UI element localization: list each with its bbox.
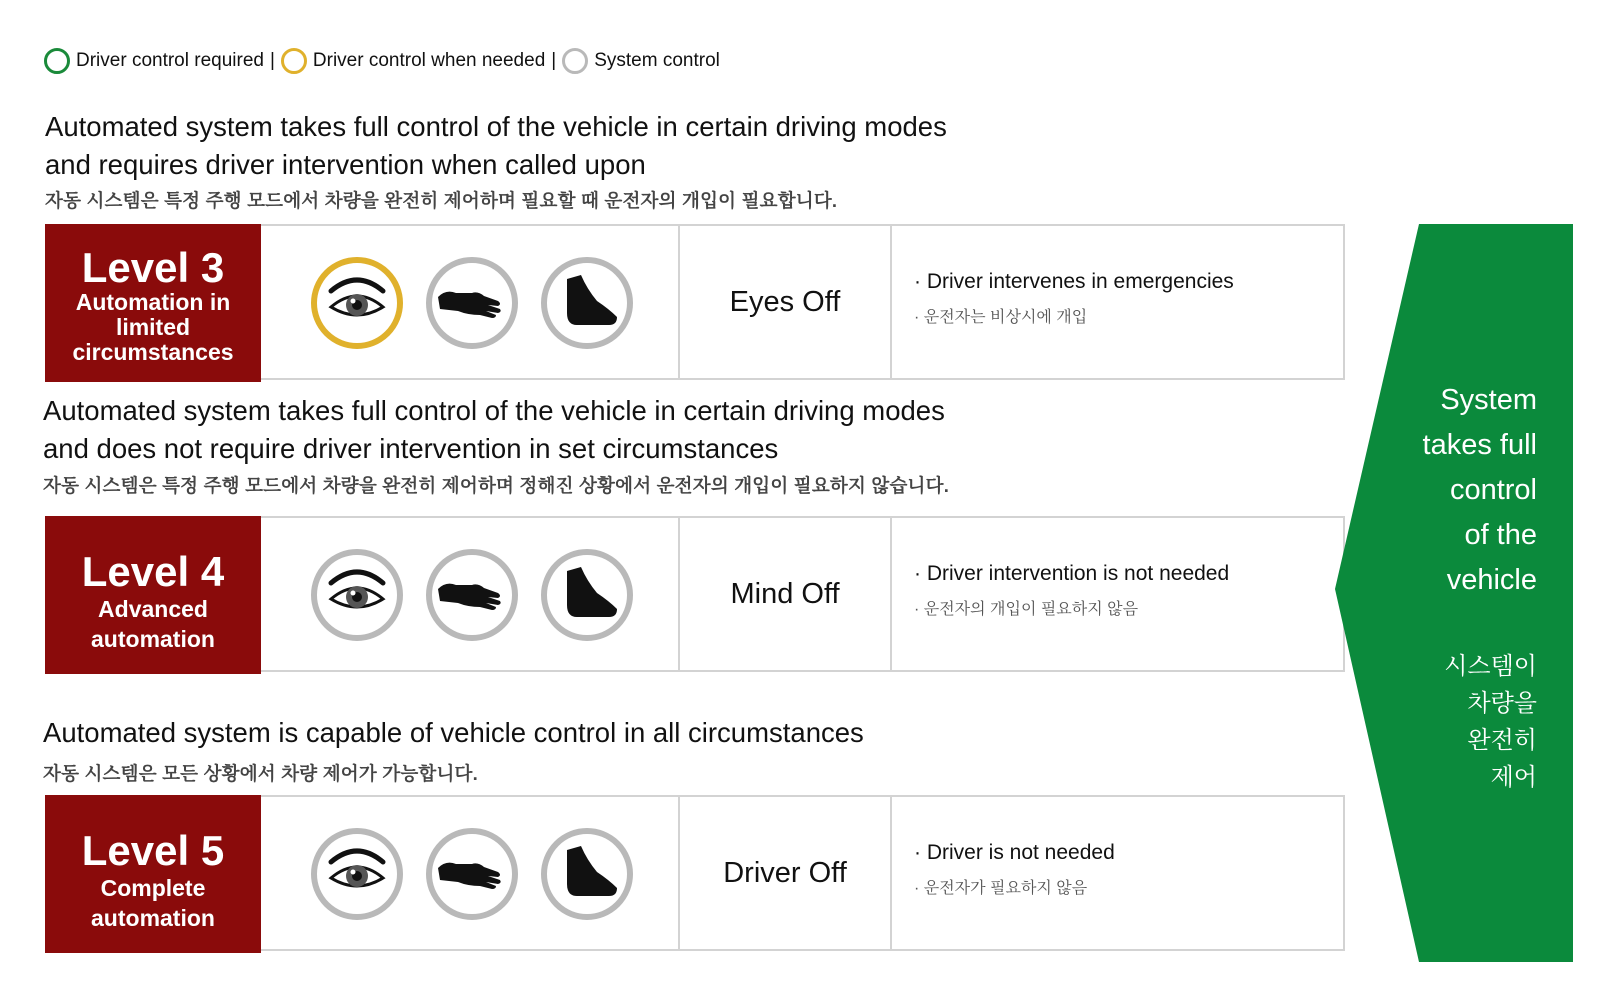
level-title: Level 4 bbox=[81, 548, 225, 595]
level5-row bbox=[45, 795, 1345, 951]
legend-label: Driver control required bbox=[76, 50, 264, 71]
mode-label: Driver Off bbox=[723, 856, 847, 889]
bullet-ko: · 운전자가 필요하지 않음 bbox=[914, 880, 1088, 897]
level-desc-line: Complete bbox=[100, 875, 206, 901]
bullet-en: · Driver intervention is not needed bbox=[914, 562, 1230, 585]
system-control-panel bbox=[1335, 224, 1573, 962]
mode-label: Eyes Off bbox=[729, 285, 841, 318]
level5-description bbox=[892, 797, 1292, 949]
level4-badge bbox=[45, 516, 261, 674]
hand-icon bbox=[426, 828, 518, 920]
bullet-en: · Driver is not needed bbox=[914, 841, 1115, 864]
level-desc-line: limited bbox=[115, 314, 191, 340]
side-text-ko bbox=[1357, 648, 1537, 796]
legend-gray-ring-icon bbox=[562, 48, 588, 74]
control-icons bbox=[261, 797, 697, 949]
eye-icon bbox=[311, 257, 403, 349]
side-ko-line: 제어 bbox=[1490, 764, 1537, 791]
level3-heading-line1: Automated system takes full control of the vehicle in certain driving modes bbox=[45, 111, 947, 142]
side-ko-line: 차량을 bbox=[1467, 690, 1537, 717]
bullet-ko: · 운전자는 비상시에 개입 bbox=[914, 309, 1088, 326]
level-desc-line: circumstances bbox=[72, 339, 234, 365]
side-en-line: System bbox=[1440, 384, 1537, 416]
legend-green-ring-icon bbox=[44, 48, 70, 74]
legend-label: Driver control when needed bbox=[312, 50, 546, 71]
side-ko-line: 완전히 bbox=[1467, 727, 1537, 754]
eye-icon bbox=[311, 828, 403, 920]
side-text-en bbox=[1357, 378, 1537, 603]
legend-yellow-ring-icon bbox=[281, 48, 307, 74]
bullet-en: · Driver intervenes in emergencies bbox=[914, 270, 1234, 293]
level3-badge bbox=[45, 224, 261, 382]
level5-heading-line1: Automated system is capable of vehicle control in all circumstances bbox=[43, 717, 864, 748]
side-en-line: vehicle bbox=[1446, 564, 1537, 596]
level3-description bbox=[892, 226, 1292, 378]
level5-heading-ko: 자동 시스템은 모든 상황에서 차량 제어가 가능합니다. bbox=[43, 763, 478, 784]
level5-badge bbox=[45, 795, 261, 953]
side-ko-line: 시스템이 bbox=[1444, 653, 1537, 680]
level4-row bbox=[45, 516, 1345, 672]
level5-heading bbox=[43, 714, 864, 752]
level-desc-line: Advanced bbox=[98, 596, 208, 622]
side-en-line: control bbox=[1449, 474, 1537, 506]
level3-heading bbox=[45, 108, 947, 184]
level-desc-line: automation bbox=[91, 905, 215, 931]
hand-icon bbox=[426, 549, 518, 641]
side-en-line: of the bbox=[1464, 519, 1537, 551]
legend-separator: | bbox=[551, 50, 557, 71]
legend-item-driver-when-needed bbox=[281, 48, 562, 74]
bullet-ko: · 운전자의 개입이 필요하지 않음 bbox=[914, 601, 1139, 618]
foot-icon bbox=[541, 828, 633, 920]
level-desc-line: Automation in bbox=[75, 289, 231, 315]
legend bbox=[44, 44, 720, 78]
legend-separator: | bbox=[269, 50, 275, 71]
level3-row bbox=[45, 224, 1345, 380]
control-icons bbox=[261, 226, 697, 378]
hand-icon bbox=[426, 257, 518, 349]
level-title: Level 3 bbox=[81, 244, 225, 291]
level-desc-line: automation bbox=[91, 626, 215, 652]
foot-icon bbox=[541, 549, 633, 641]
mode-label: Mind Off bbox=[730, 577, 840, 610]
legend-item-driver-required bbox=[44, 48, 281, 74]
eye-icon bbox=[311, 549, 403, 641]
level-title: Level 5 bbox=[81, 827, 225, 874]
level4-heading bbox=[43, 392, 945, 468]
level4-heading-line1: Automated system takes full control of the vehicle in certain driving modes bbox=[43, 395, 945, 426]
level4-description bbox=[892, 518, 1292, 670]
foot-icon bbox=[541, 257, 633, 349]
legend-item-system-control bbox=[562, 48, 720, 74]
legend-label: System control bbox=[594, 50, 720, 71]
level4-heading-ko: 자동 시스템은 특정 주행 모드에서 차량을 완전히 제어하며 정해진 상황에서 운전자의 개입이 필요하지 않습니다. bbox=[43, 475, 950, 496]
control-icons bbox=[261, 518, 697, 670]
level3-heading-line2: and requires driver intervention when called upon bbox=[45, 149, 646, 180]
side-en-line: takes full bbox=[1422, 429, 1537, 461]
level3-heading-ko: 자동 시스템은 특정 주행 모드에서 차량을 완전히 제어하며 필요할 때 운전자의 개입이 필요합니다. bbox=[45, 190, 838, 211]
level4-heading-line2: and does not require driver intervention in set circumstances bbox=[43, 433, 779, 464]
